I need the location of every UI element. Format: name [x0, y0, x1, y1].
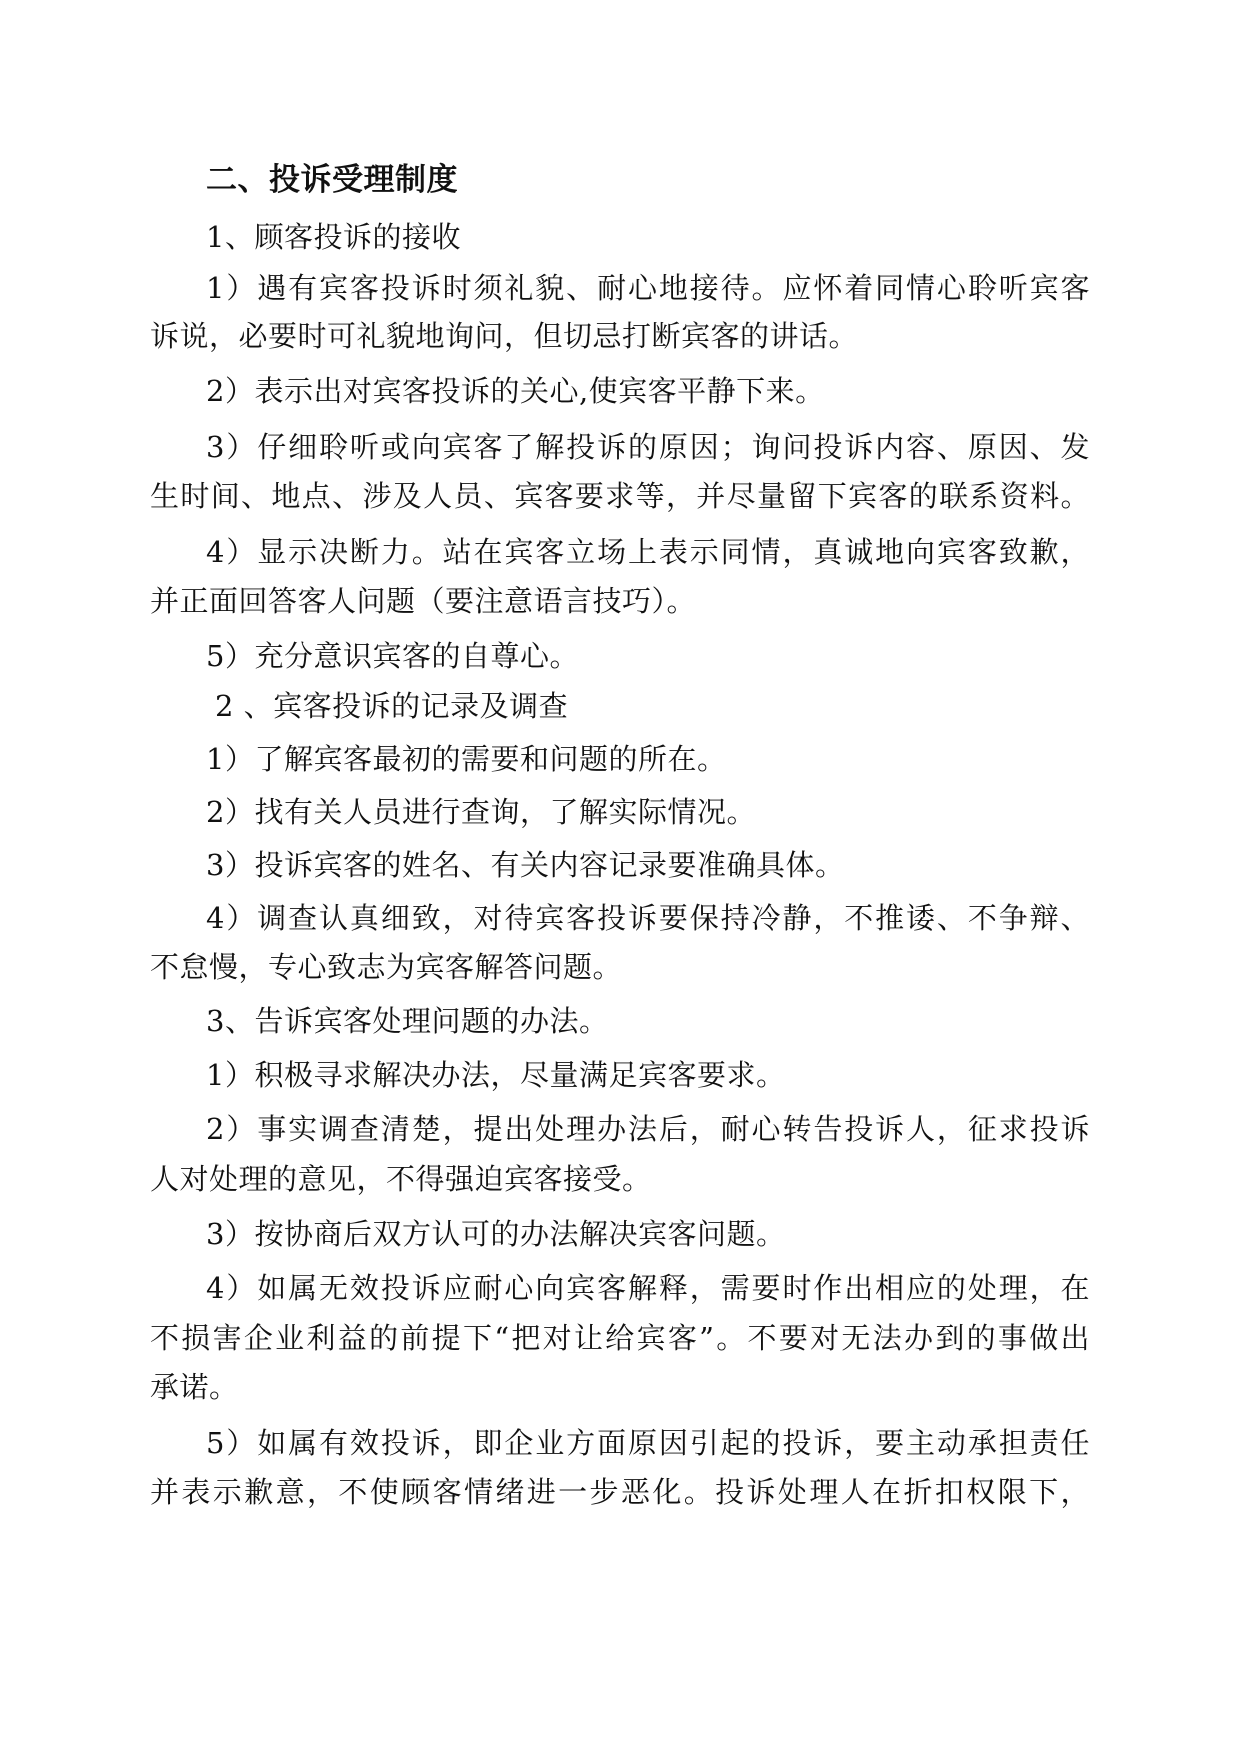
paragraph-line: 不损害企业利益的前提下“把对让给宾客”。不要对无法办到的事做出 — [150, 1321, 1090, 1355]
paragraph-line: 人对处理的意见，不得强迫宾客接受。 — [150, 1162, 652, 1196]
paragraph-line: 诉说，必要时可礼貌地询问，但切忌打断宾客的讲话。 — [150, 319, 859, 353]
paragraph-line: 2）找有关人员进行查询，了解实际情况。 — [206, 795, 756, 829]
paragraph-line: 1）积极寻求解决办法，尽量满足宾客要求。 — [206, 1058, 786, 1092]
paragraph-line: 不怠慢，专心致志为宾客解答问题。 — [150, 950, 623, 984]
paragraph-line: 2）事实调查清楚，提出处理办法后，耐心转告投诉人，征求投诉 — [206, 1112, 1090, 1146]
paragraph-line: 3、告诉宾客处理问题的办法。 — [206, 1004, 609, 1038]
paragraph-line: 生时间、地点、涉及人员、宾客要求等，并尽量留下宾客的联系资料。 — [150, 479, 1090, 513]
paragraph-line: 4）调查认真细致，对待宾客投诉要保持冷静，不推诿、不争辩、 — [206, 901, 1090, 935]
paragraph-line: 5）如属有效投诉，即企业方面原因引起的投诉，要主动承担责任 — [206, 1426, 1090, 1460]
paragraph-line: 1）了解宾客最初的需要和问题的所在。 — [206, 742, 727, 776]
paragraph-line: 2）表示出对宾客投诉的关心,使宾客平静下来。 — [206, 374, 825, 408]
paragraph-line: 并表示歉意，不使顾客情绪进一步恶化。投诉处理人在折扣权限下， — [150, 1475, 1090, 1509]
paragraph-line: 3）按协商后双方认可的办法解决宾客问题。 — [206, 1217, 786, 1251]
section-heading: 二、投诉受理制度 — [206, 162, 458, 198]
paragraph-line: 1、顾客投诉的接收 — [206, 220, 461, 254]
paragraph-line: 5）充分意识宾客的自尊心。 — [206, 639, 579, 673]
paragraph-line: 4）显示决断力。站在宾客立场上表示同情，真诚地向宾客致歉， — [206, 535, 1090, 569]
paragraph-line: 承诺。 — [150, 1370, 239, 1404]
paragraph-line: 2 、宾客投诉的记录及调查 — [215, 689, 569, 723]
paragraph-line: 4）如属无效投诉应耐心向宾客解释，需要时作出相应的处理，在 — [206, 1271, 1090, 1305]
paragraph-line: 并正面回答客人问题（要注意语言技巧）。 — [150, 584, 697, 618]
paragraph-line: 1）遇有宾客投诉时须礼貌、耐心地接待。应怀着同情心聆听宾客 — [206, 271, 1090, 305]
paragraph-line: 3）投诉宾客的姓名、有关内容记录要准确具体。 — [206, 848, 845, 882]
paragraph-line: 3）仔细聆听或向宾客了解投诉的原因；询问投诉内容、原因、发 — [206, 430, 1090, 464]
